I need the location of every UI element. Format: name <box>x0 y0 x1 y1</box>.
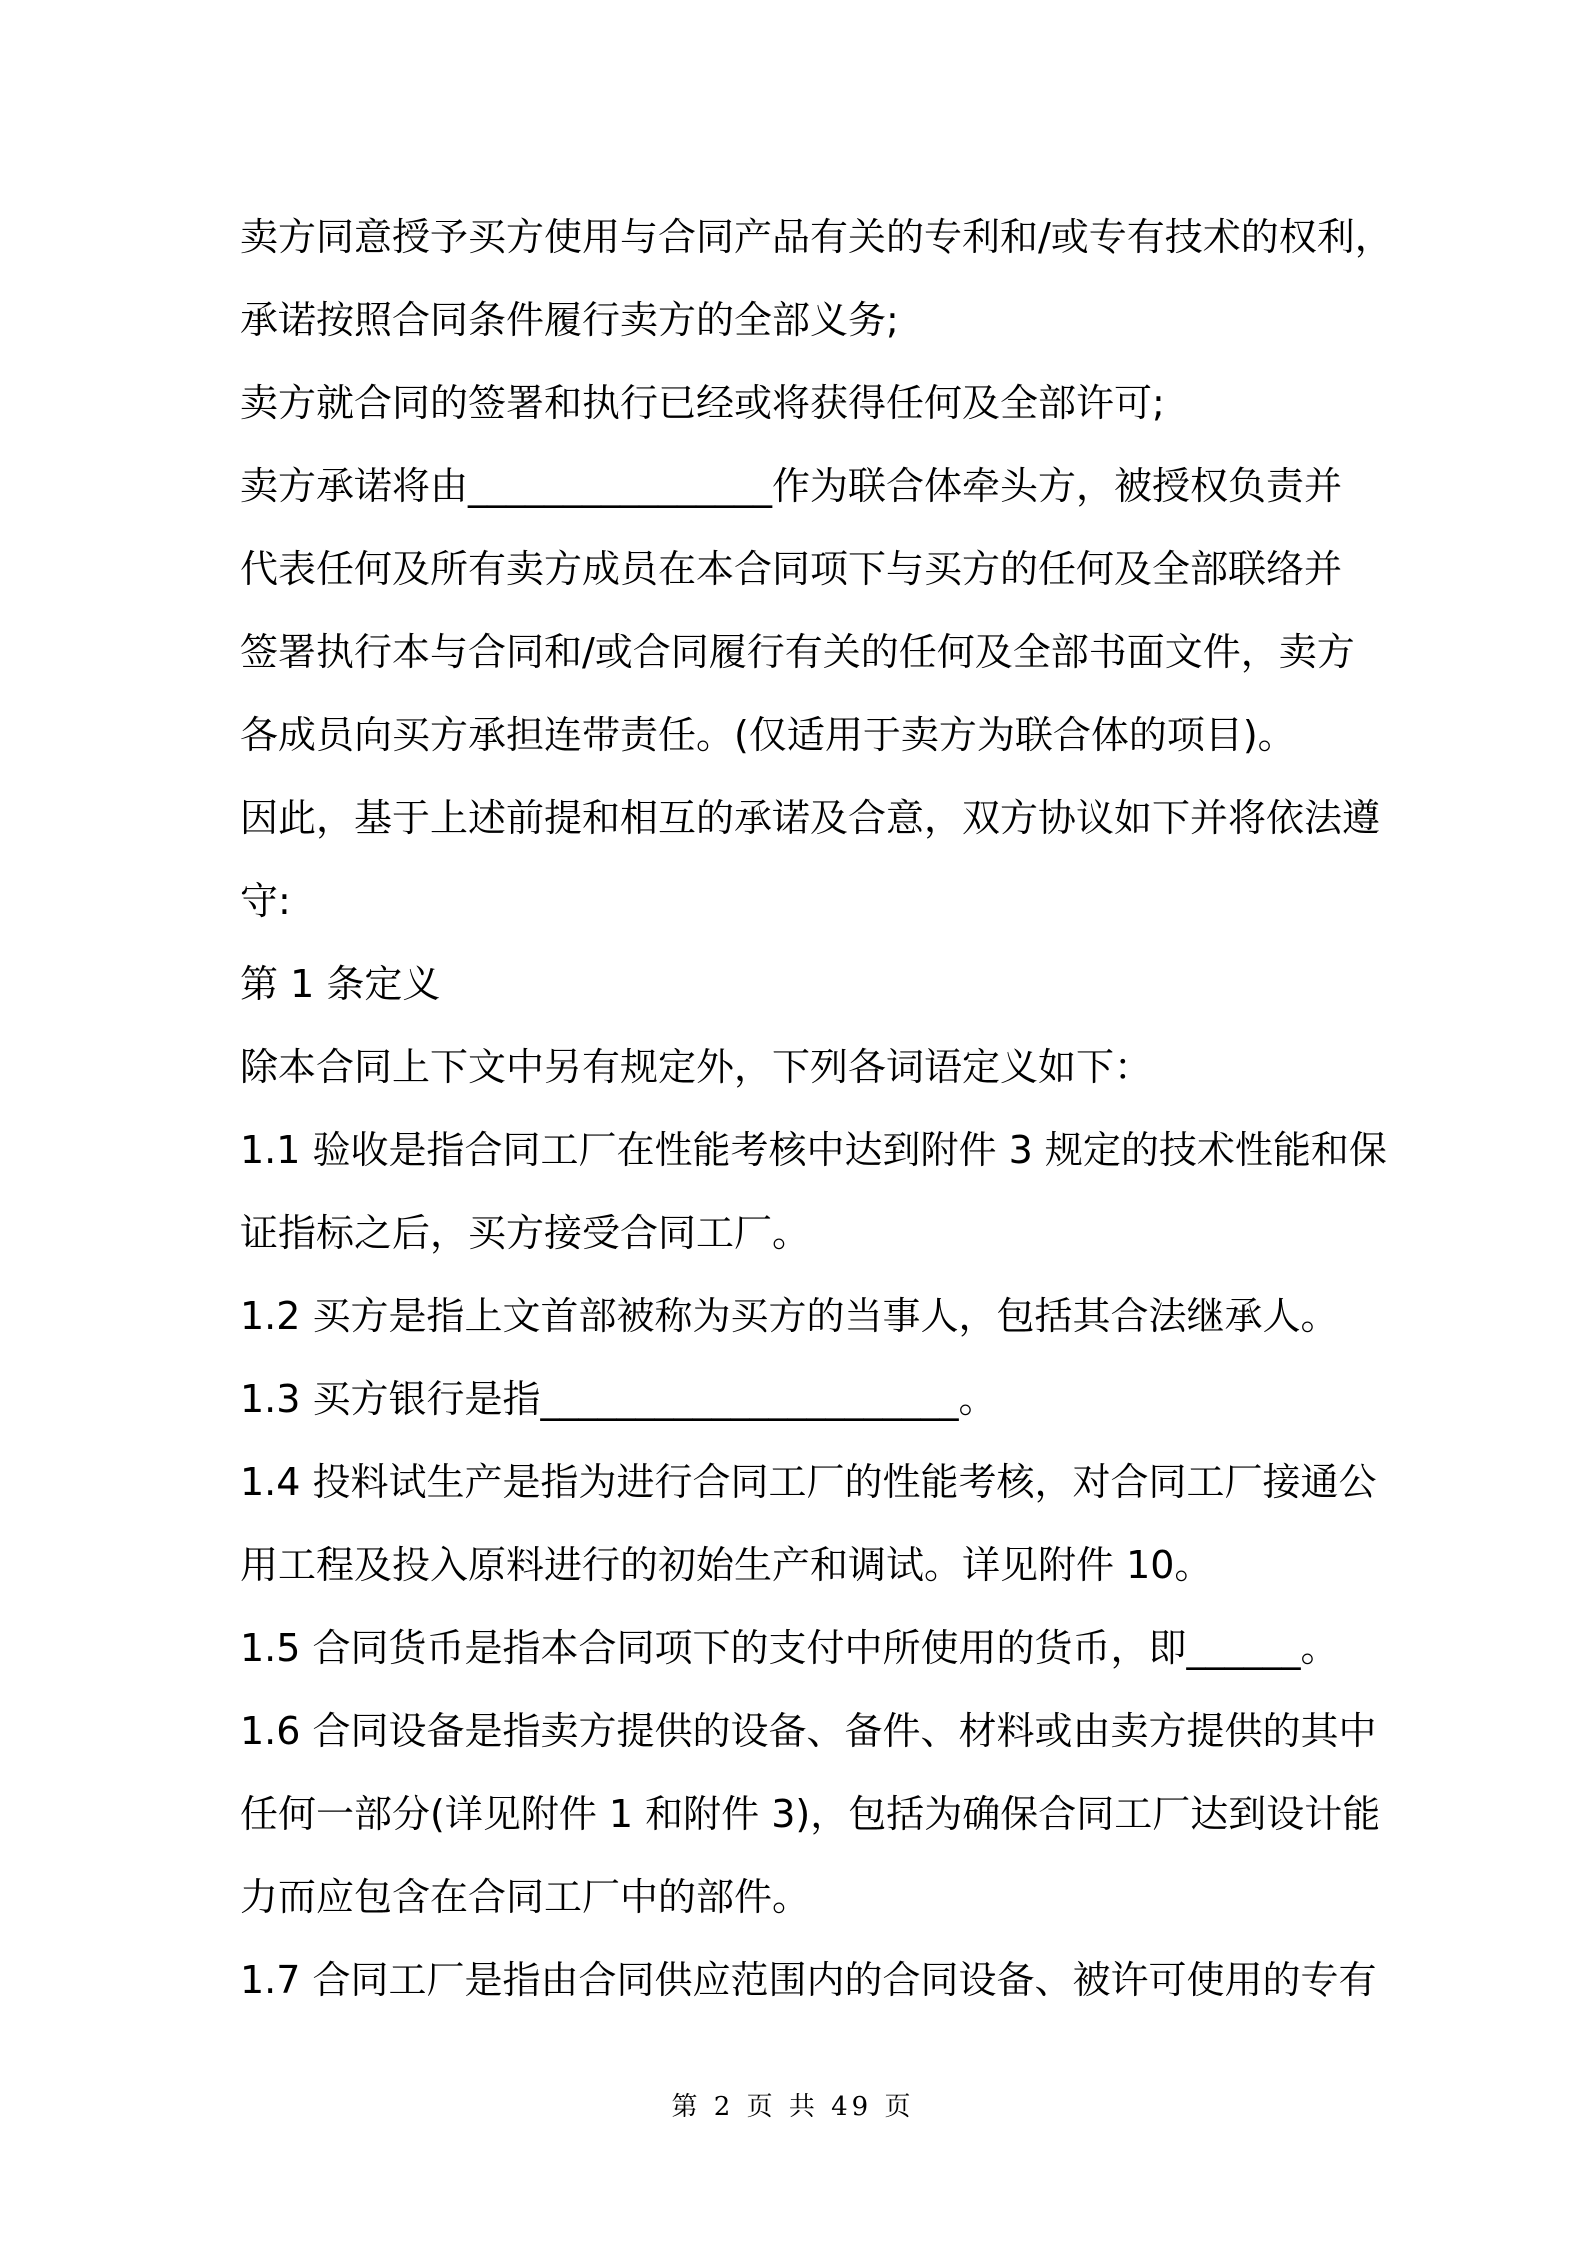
text-line: 守: <box>240 879 291 923</box>
text-line: 力而应包含在合同工厂中的部件。 <box>240 1875 811 1919</box>
text-line: 用工程及投入原料进行的初始生产和调试。详见附件 10。 <box>240 1543 1213 1587</box>
page-number-footer: 第 2 页 共 49 页 <box>671 2092 915 2122</box>
text-line: 证指标之后，买方接受合同工厂。 <box>240 1211 811 1255</box>
text-line: 1.4 投料试生产是指为进行合同工厂的性能考核，对合同工厂接通公 <box>240 1460 1377 1504</box>
text-line: 卖方就合同的签署和执行已经或将获得任何及全部许可; <box>240 381 1165 425</box>
text-line: 1.2 买方是指上文首部被称为买方的当事人，包括其合法继承人。 <box>240 1294 1339 1338</box>
text-line: 1.3 买方银行是指______________________。 <box>240 1377 997 1421</box>
text-line: 卖方承诺将由________________作为联合体牵头方，被授权负责并 <box>240 464 1343 508</box>
text-line: 除本合同上下文中另有规定外，下列各词语定义如下： <box>240 1045 1153 1089</box>
text-line: 1.7 合同工厂是指由合同供应范围内的合同设备、被许可使用的专有 <box>240 1958 1377 2002</box>
text-line: 1.6 合同设备是指卖方提供的设备、备件、材料或由卖方提供的其中 <box>240 1709 1377 1753</box>
text-line: 代表任何及所有卖方成员在本合同项下与买方的任何及全部联络并 <box>240 547 1343 591</box>
text-line: 因此，基于上述前提和相互的承诺及合意，双方协议如下并将依法遵 <box>240 796 1381 840</box>
section-heading: 第 1 条定义 <box>240 962 441 1006</box>
text-line: 任何一部分(详见附件 1 和附件 3)，包括为确保合同工厂达到设计能 <box>240 1792 1381 1836</box>
text-line: 卖方同意授予买方使用与合同产品有关的专利和/或专有技术的权利， <box>240 215 1393 259</box>
text-line: 1.5 合同货币是指本合同项下的支付中所使用的货币，即______。 <box>240 1626 1339 1670</box>
text-line: 1.1 验收是指合同工厂在性能考核中达到附件 3 规定的技术性能和保 <box>240 1128 1387 1172</box>
document-body <box>240 196 1393 2022</box>
text-line: 承诺按照合同条件履行卖方的全部义务; <box>240 298 899 342</box>
text-line: 签署执行本与合同和/或合同履行有关的任何及全部书面文件，卖方 <box>240 630 1355 674</box>
text-line: 各成员向买方承担连带责任。(仅适用于卖方为联合体的项目)。 <box>240 713 1296 757</box>
